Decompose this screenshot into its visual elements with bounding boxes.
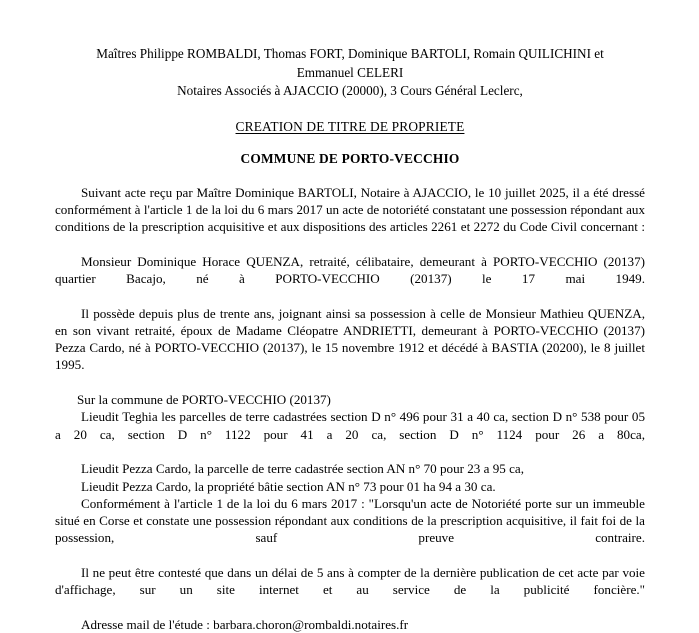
paragraph-law-quote: Conformément à l'article 1 de la loi du 6 mars 2017 : "Lorsqu'un acte de Notoriété porte sur un immeuble situé en Corse et constate une possession répondant aux conditions de la prescription acquisitive, il fait foi de la possession, sauf preuve contraire. <box>55 495 645 564</box>
paragraph-contact-email: Adresse mail de l'étude : barbara.choron@rombaldi.notaires.fr <box>55 616 645 633</box>
paragraph-owner-identity: Monsieur Dominique Horace QUENZA, retraité, célibataire, demeurant à PORTO-VECCHIO (20137) quartier Bacajo, né à PORTO-VECCHIO (20137) le 17 mai 1949. <box>55 253 645 305</box>
page-title <box>55 119 645 135</box>
paragraph-act-reference: Suivant acte reçu par Maître Dominique BARTOLI, Notaire à AJACCIO, le 10 juillet 2025, il a été dressé conformément à l'article 1 de la loi du 6 mars 2017 un acte de notoriété constatant une possession répondant aux conditions de la prescription acquisitive et aux dispositions des articles 2261 et 2272 du Code Civil concernant : <box>55 184 645 253</box>
page-title-text: CREATION DE TITRE DE PROPRIETE <box>236 119 465 134</box>
paragraph-parcel-pezza-cardo-land: Lieudit Pezza Cardo, la parcelle de terre cadastrée section AN n° 70 pour 23 a 95 ca, <box>55 460 645 477</box>
paragraph-commune-heading: Sur la commune de PORTO-VECCHIO (20137) <box>55 391 645 408</box>
letterhead <box>55 45 645 101</box>
paragraph-parcel-pezza-cardo-building: Lieudit Pezza Cardo, la propriété bâtie section AN n° 73 pour 01 ha 94 a 30 ca. <box>55 478 645 495</box>
paragraph-parcels-teghia: Lieudit Teghia les parcelles de terre cadastrées section D n° 496 pour 31 a 40 ca, section D n° 538 pour 05 a 20 ca, section D n° 1122 pour 41 a 20 ca, section D n° 1124 pour 26 a 80ca, <box>55 408 645 460</box>
letterhead-notaries-names: Maîtres Philippe ROMBALDI, Thomas FORT, Dominique BARTOLI, Romain QUILICHINI et Emmanuel CELERI <box>55 45 645 82</box>
paragraph-contest-period: Il ne peut être contesté que dans un délai de 5 ans à compter de la dernière publication de cet acte par voie d'affichage, sur un site internet et au service de la publicité foncière." <box>55 564 645 616</box>
paragraph-possession-history: Il possède depuis plus de trente ans, joignant ainsi sa possession à celle de Monsieur Mathieu QUENZA, en son vivant retraité, époux de Madame Cléopatre ANDRIETTI, demeurant à PORTO-VECCHIO (20137) Pezza Cardo, né à PORTO-VECCHIO (20137), le 15 novembre 1912 et décédé à BASTIA (20200), le 8 juillet 1995. <box>55 305 645 391</box>
letterhead-address: Notaires Associés à AJACCIO (20000), 3 Cours Général Leclerc, <box>55 82 645 101</box>
document-body <box>55 184 645 633</box>
page-subtitle: COMMUNE DE PORTO-VECCHIO <box>55 151 645 167</box>
